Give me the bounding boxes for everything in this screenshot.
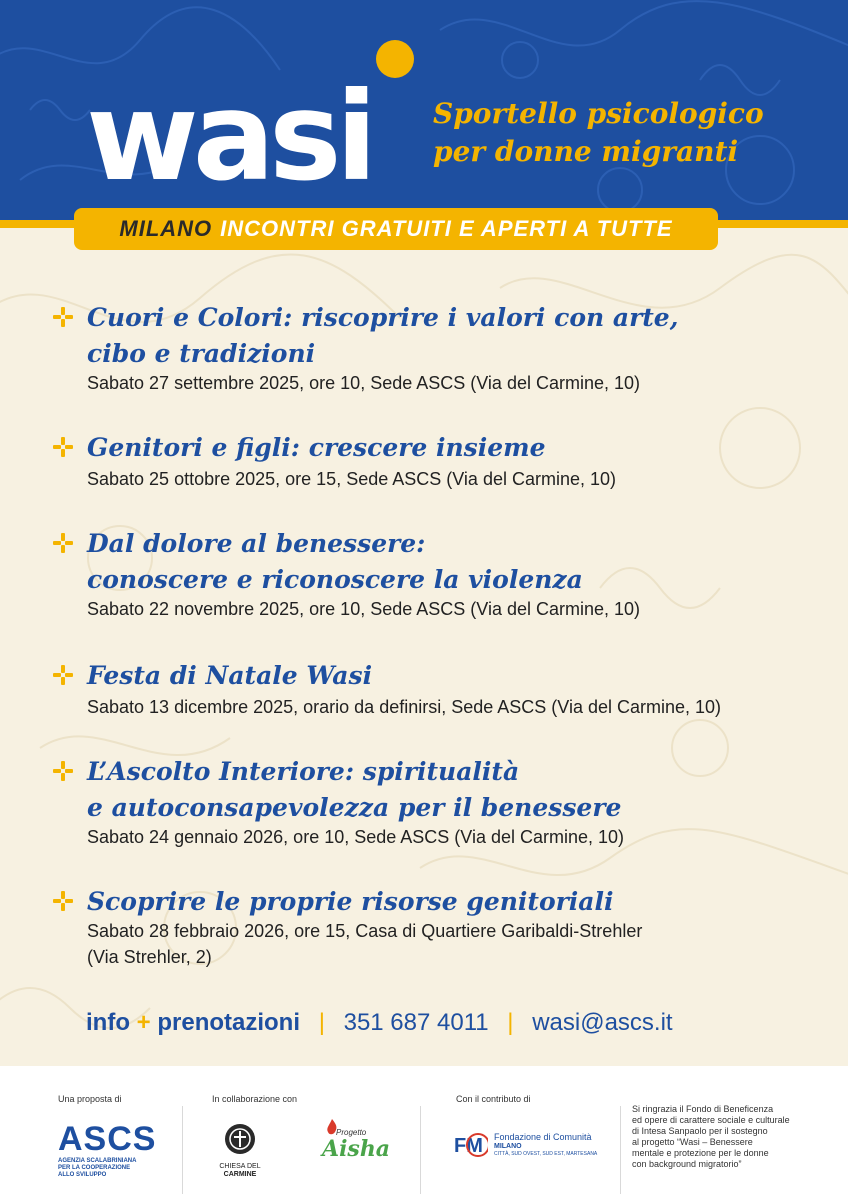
proposal-label: Una proposta di [58, 1094, 122, 1104]
sparkle-icon [50, 662, 76, 688]
sparkle-icon [50, 530, 76, 556]
ascs-subtitle-line: AGENZIA SCALABRINIANA [58, 1158, 137, 1164]
subtitle-line-1: Sportello psicologico [433, 97, 764, 130]
church-emblem-icon [223, 1122, 257, 1156]
fondazione-mark-icon [454, 1130, 488, 1160]
contact-info-label: info [86, 1009, 130, 1036]
event-detail: Sabato 22 novembre 2025, ore 10, Sede ASCS (Via del Carmine, 10) [87, 599, 641, 619]
contact-plus: + [136, 1009, 151, 1036]
fondazione-areas: CITTÀ, SUD OVEST, SUD EST, MARTESANA [494, 1151, 598, 1157]
ascs-subtitle-line: ALLO SVILUPPO [58, 1172, 107, 1178]
event-title-line: Dal dolore al benessere: [87, 529, 426, 558]
thanks-line: mentale e protezione per le donne [632, 1148, 769, 1158]
sparkle-icon [50, 758, 76, 784]
subtitle-line-2: per donne migranti [433, 135, 739, 168]
aisha-name: Aisha [322, 1136, 391, 1162]
ascs-name: ASCS [58, 1120, 157, 1158]
footer-divider [420, 1106, 421, 1194]
event-detail: Sabato 13 dicembre 2025, orario da definirsi, Sede ASCS (Via del Carmine, 10) [87, 697, 722, 717]
event-title-line: Scoprire le proprie risorse genitoriali [87, 887, 614, 916]
thanks-line: con background migratorio” [632, 1159, 742, 1169]
progetto-aisha-logo [318, 1122, 391, 1174]
subtitle [433, 95, 764, 171]
aisha-small-text: Progetto [336, 1128, 367, 1137]
separator: | [318, 1009, 325, 1036]
thanks-line: al progetto “Wasi – Benessere [632, 1137, 753, 1147]
sparkle-icon [50, 434, 76, 460]
thanks-line: Si ringrazia il Fondo di Beneficenza [632, 1104, 774, 1114]
event-detail: Sabato 24 gennaio 2026, ore 10, Sede ASCS (Via del Carmine, 10) [87, 827, 625, 847]
thanks-note [632, 1104, 832, 1170]
carmine-line-2: CARMINE [223, 1171, 257, 1178]
fondazione-mark: FM [454, 1135, 483, 1157]
carmine-line-1: CHIESA DEL [219, 1163, 261, 1170]
logo-dot [376, 40, 414, 78]
event-title [87, 430, 546, 466]
banner-text: INCONTRI GRATUITI E APERTI A TUTTE [220, 216, 673, 241]
chiesa-del-carmine-logo [212, 1122, 268, 1179]
logo-text: wasi [86, 66, 372, 208]
contact-booking-label: prenotazioni [157, 1009, 301, 1036]
ascs-logo [58, 1122, 156, 1179]
collab-label: In collaborazione con [212, 1094, 298, 1104]
event-title-line: Genitori e figli: crescere insieme [87, 433, 546, 462]
separator: | [507, 1009, 514, 1036]
fondazione-text [494, 1132, 597, 1158]
sparkle-icon [50, 888, 76, 914]
banner-city: MILANO [119, 216, 213, 241]
contact-phone[interactable]: 351 687 4011 [343, 1009, 489, 1036]
event-detail: (Via Strehler, 2) [87, 947, 212, 967]
event-detail: Sabato 28 febbraio 2026, ore 15, Casa di Quartiere Garibaldi-Strehler [87, 921, 643, 941]
event-title-line: L’Ascolto Interiore: spiritualità [87, 757, 520, 786]
event-title-line: Festa di Natale Wasi [87, 661, 373, 690]
ascs-subtitle-line: PER LA COOPERAZIONE [58, 1165, 131, 1171]
event-detail: Sabato 27 settembre 2025, ore 10, Sede ASCS (Via del Carmine, 10) [87, 373, 640, 393]
event-title [87, 754, 621, 826]
fondazione-city: MILANO [494, 1143, 522, 1150]
carmine-text [212, 1163, 268, 1179]
header [0, 0, 848, 220]
sparkle-icon [50, 304, 76, 330]
event-title [87, 658, 372, 694]
event-title-line: conoscere e riconoscere la violenza [87, 565, 583, 594]
event-title-line: e autoconsapevolezza per il benessere [87, 793, 622, 822]
thanks-line: ed opere di carattere sociale e culturale [632, 1115, 790, 1125]
event-title [87, 884, 614, 920]
contact-email[interactable]: wasi@ascs.it [532, 1009, 673, 1036]
wasi-logo [86, 36, 426, 208]
banner [74, 208, 718, 250]
event-detail: Sabato 25 ottobre 2025, ore 15, Sede ASCS (Via del Carmine, 10) [87, 469, 617, 489]
contrib-label: Con il contributo di [456, 1094, 531, 1104]
footer [0, 1066, 848, 1200]
footer-divider [182, 1106, 183, 1194]
event-title-line: Cuori e Colori: riscoprire i valori con arte, [87, 303, 679, 332]
thanks-line: di Intesa Sanpaolo per il sostegno [632, 1126, 768, 1136]
event-title [87, 526, 583, 598]
event-title [87, 300, 678, 372]
ascs-subtitle [58, 1158, 156, 1179]
fondazione-name: Fondazione di Comunità [494, 1132, 592, 1142]
contact-line [86, 1006, 673, 1040]
fondazione-comunita-logo [454, 1128, 624, 1164]
event-title-line: cibo e tradizioni [87, 339, 316, 368]
